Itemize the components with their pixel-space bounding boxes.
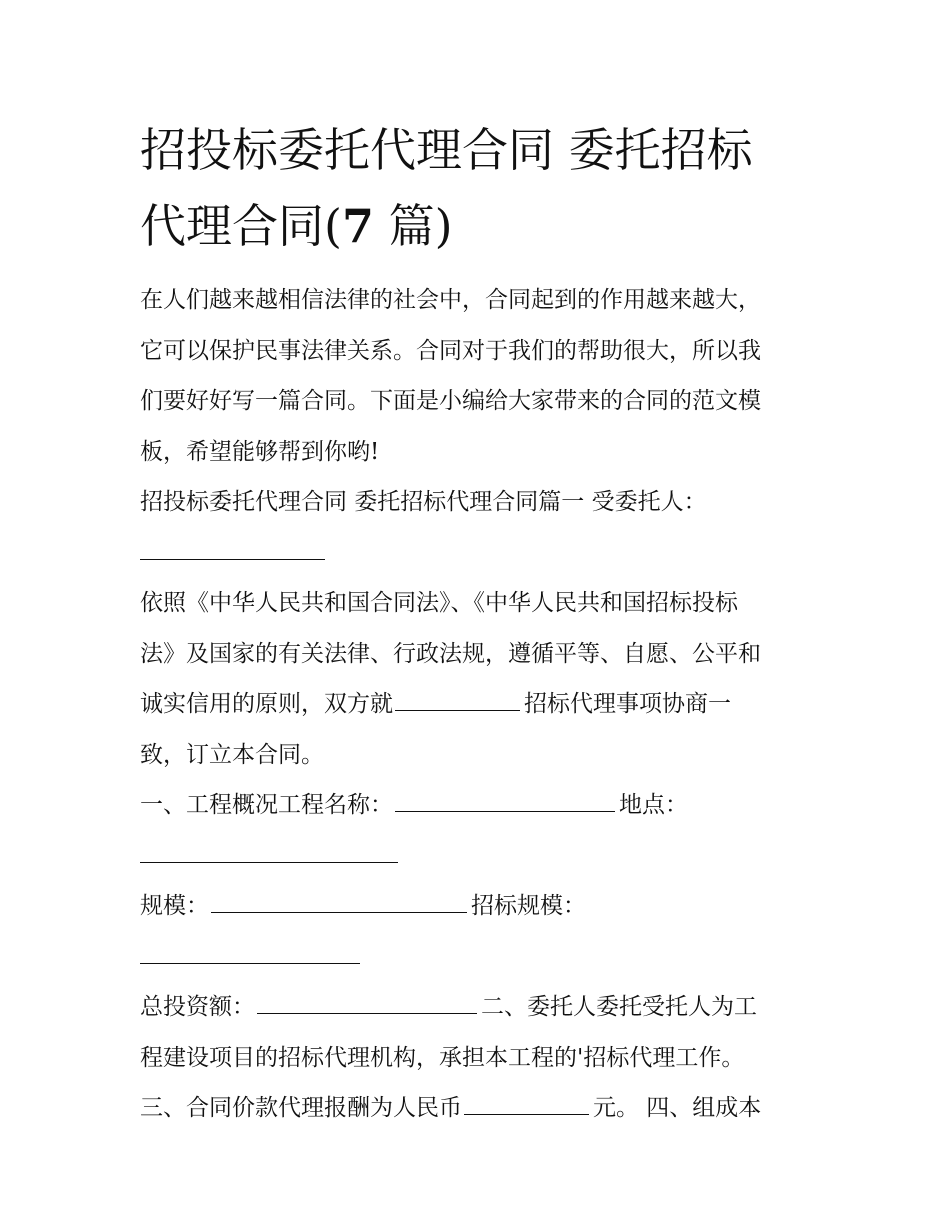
clause-3-start: 三、合同价款代理报酬为人民币 [140, 1095, 462, 1121]
intro-line-2: 它可以保护民事法律关系。合同对于我们的帮助很大，所以我 [140, 337, 761, 364]
basis-line-3-b: 招标代理事项协商一 [524, 691, 731, 717]
basis-line-2: 法》及国家的有关法律、行政法规，遵循平等、自愿、公平和 [140, 640, 761, 667]
title-line-2: 代理合同( [140, 199, 342, 253]
basis-line-3-a: 诚实信用的原则，双方就 [140, 691, 393, 717]
title-line-2-end: 篇) [373, 199, 453, 253]
scale-line [140, 881, 820, 932]
basis-line-1: 依照《中华人民共和国合同法》、《中华人民共和国招标投标 [140, 590, 738, 616]
section-1-heading: 招投标委托代理合同 委托招标代理合同篇一 受委托人： [140, 489, 707, 515]
scale-label: 规模： [140, 893, 209, 919]
intro-line-3: 们要好好写一篇合同。下面是小编给大家带来的合同的范文模 [140, 388, 761, 414]
basis-line-4: 致，订立本合同。 [140, 741, 324, 768]
investment-label: 总投资额： [140, 994, 255, 1020]
scale-blank [211, 884, 467, 913]
investment-blank [257, 985, 477, 1014]
intro-line-1: 在人们越来越相信法律的社会中，合同起到的作用越来越大， [140, 287, 761, 313]
basis-line-3 [140, 679, 820, 730]
investment-line [140, 982, 820, 1033]
trustee-blank [140, 531, 325, 560]
fee-blank [464, 1086, 589, 1115]
clause-3-line [140, 1083, 820, 1134]
title-line-1: 招投标委托代理合同 委托招标 [140, 123, 753, 177]
clause-2-line: 程建设项目的招标代理机构，承担本工程的'招标代理工作。 [140, 1044, 745, 1071]
trustee-line [140, 528, 820, 579]
project-name-label: 一、工程概况工程名称： [140, 792, 393, 818]
project-name-blank [395, 783, 615, 812]
clause-3-end: 元。 四、组成本 [593, 1095, 762, 1121]
clause-2-start: 二、委托人委托受托人为工 [481, 994, 757, 1020]
tender-scale-line [140, 932, 820, 983]
location-label: 地点： [619, 792, 688, 818]
intro-line-4: 板，希望能够帮到你哟! [140, 438, 380, 465]
location-blank [140, 834, 398, 863]
tender-scale-label: 招标规模： [471, 893, 586, 919]
project-blank [395, 682, 520, 711]
project-name-line [140, 780, 820, 831]
document-title [140, 112, 830, 264]
tender-scale-blank [140, 935, 360, 964]
title-count: 7 [341, 199, 374, 253]
document-body [140, 275, 820, 1134]
location-line [140, 831, 820, 882]
